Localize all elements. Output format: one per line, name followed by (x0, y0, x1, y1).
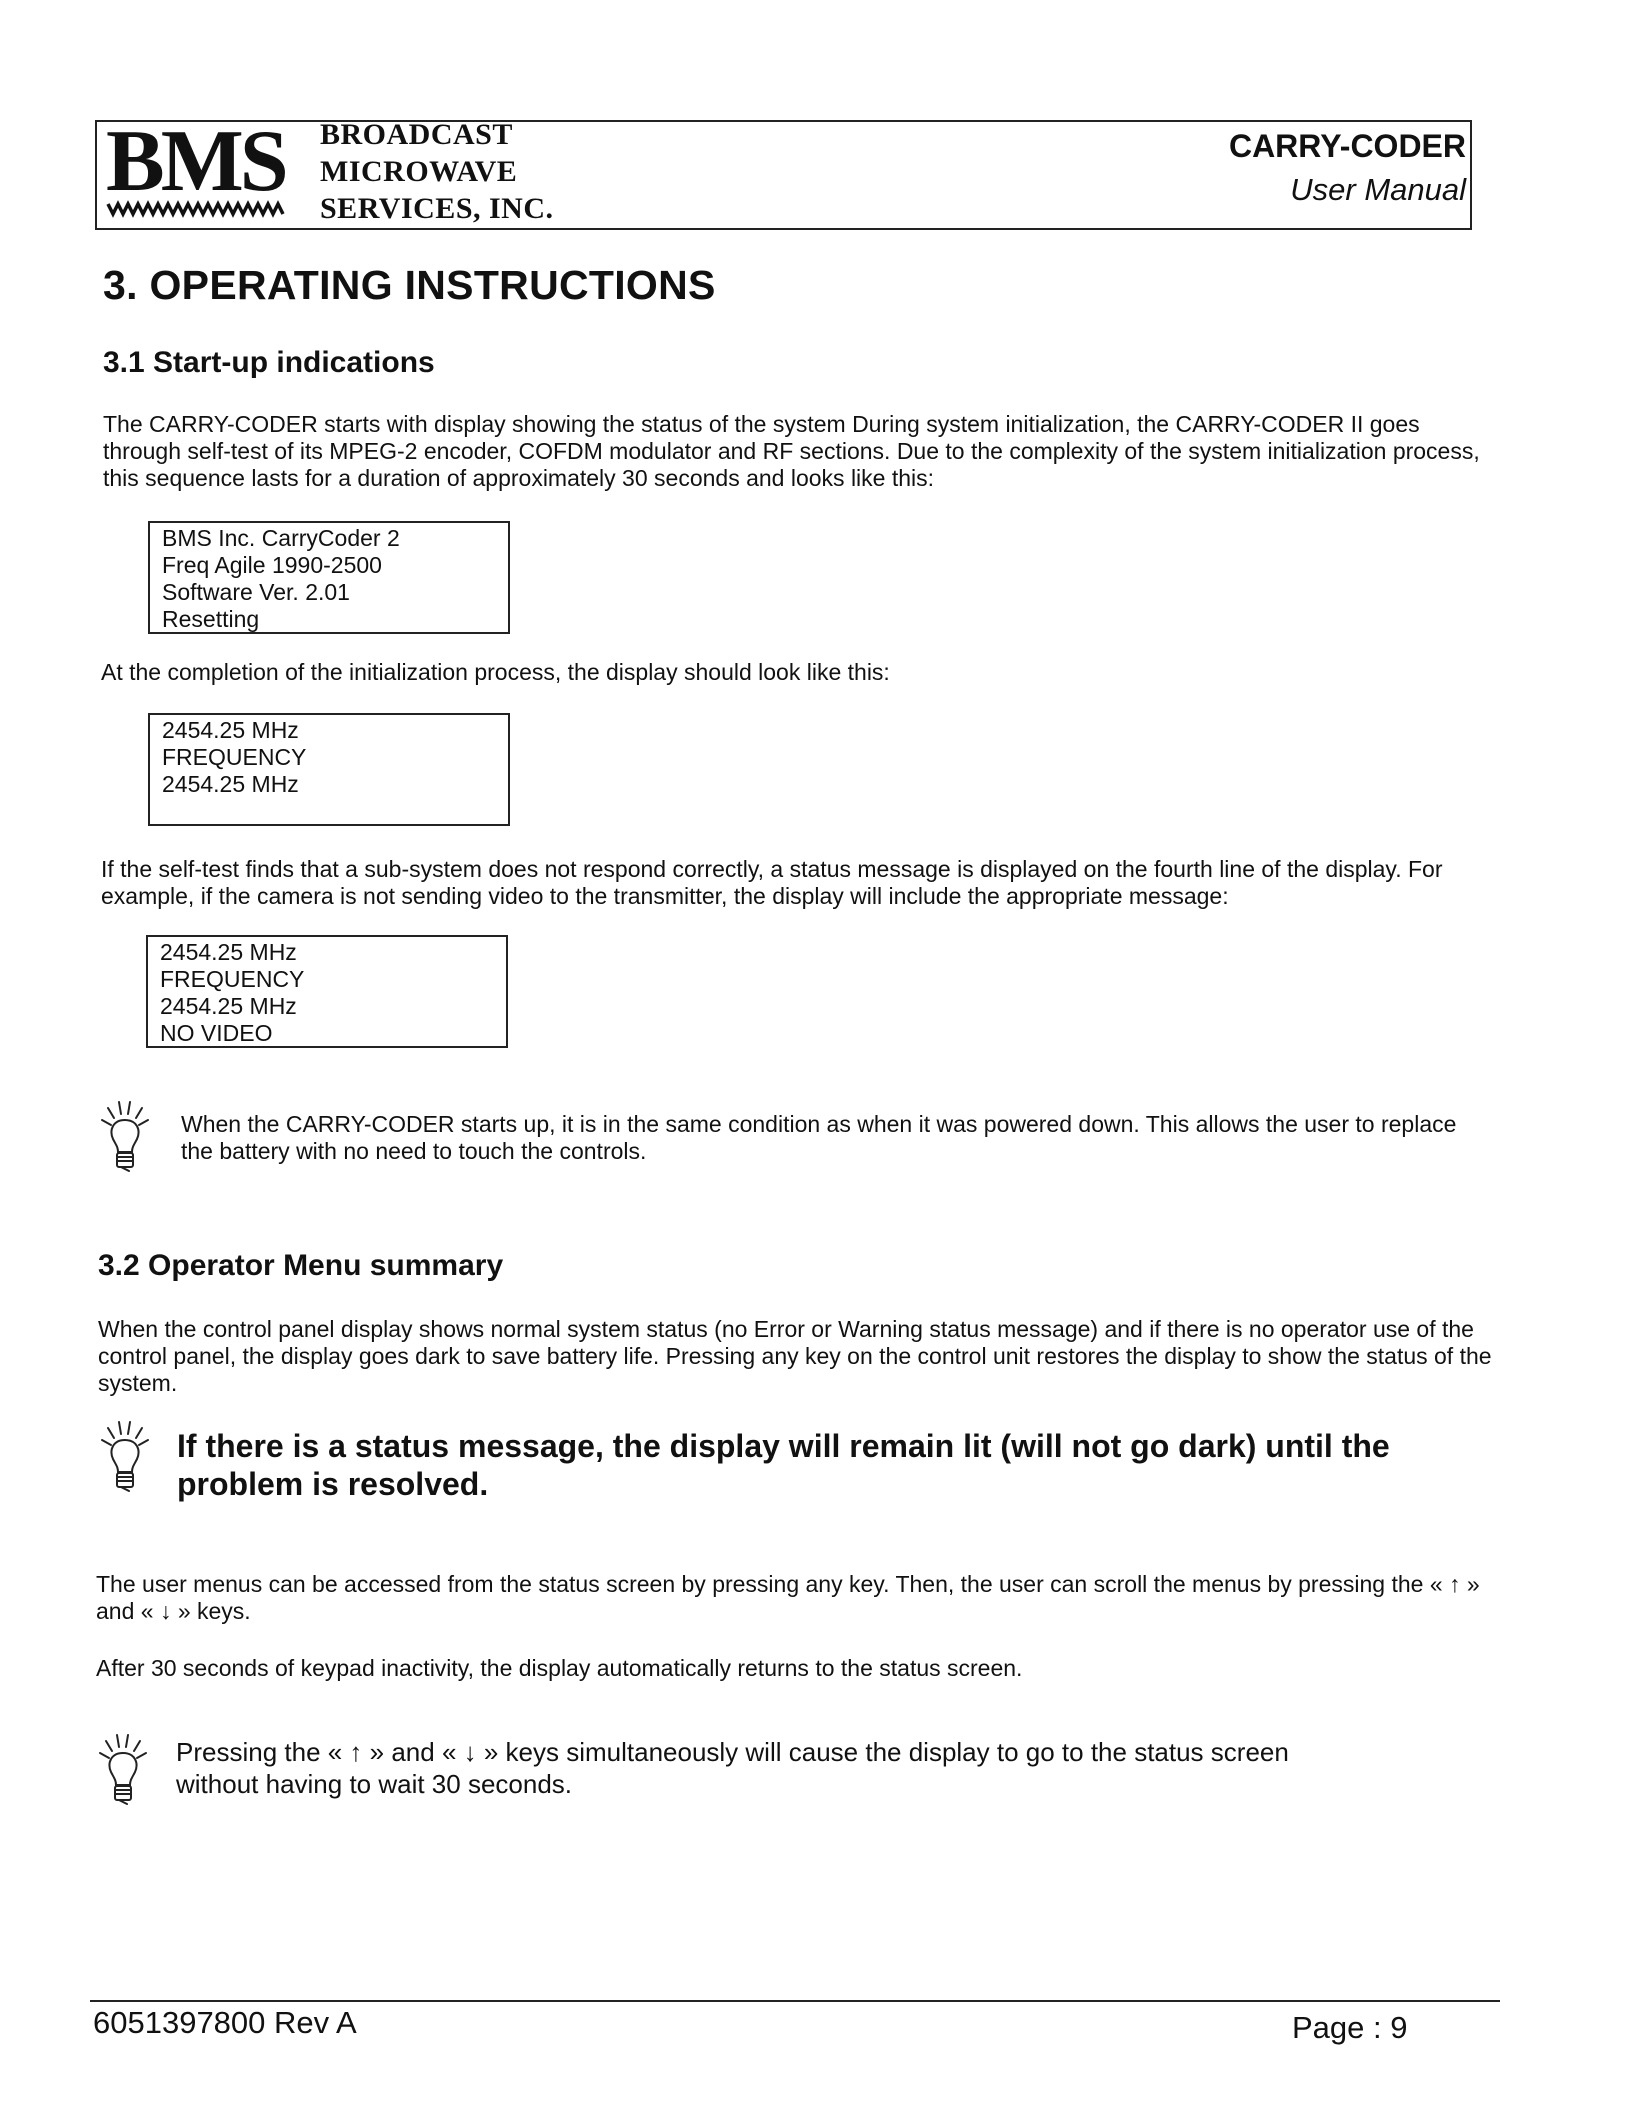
page-number: Page : 9 (1292, 2010, 1408, 2045)
company-line-3: SERVICES, INC. (320, 192, 554, 225)
lcd-line: Freq Agile 1990-2500 (162, 552, 382, 578)
lightbulb-tip-icon (100, 1100, 150, 1175)
lcd-display-normal (148, 713, 510, 826)
lcd-display-error (146, 935, 508, 1048)
s31-intro: The CARRY-CODER starts with display showing the status of the system During system initialization, the CARRY-CODER II goes through self-test of its MPEG-2 encoder, COFDM modulator and RF sections. Due to the complexity of the system initialization process, this sequence lasts for a duration of approximately 30 seconds and looks like this: (103, 411, 1480, 491)
lcd-line: Software Ver. 2.01 (162, 579, 350, 605)
s32-tip-simultaneous: Pressing the « ↑ » and « ↓ » keys simultaneously will cause the display to go to the status screen without having to wait 30 seconds. (176, 1737, 1289, 1799)
s31-tip-text: When the CARRY-CODER starts up, it is in the same condition as when it was powered down. This allows the user to replace the battery with no need to touch the controls. (181, 1111, 1457, 1164)
s32-intro: When the control panel display shows normal system status (no Error or Warning status message) and if there is no operator use of the control panel, the display goes dark to save battery life. Pressing any key on the control unit restores the display to show the status of the system. (98, 1316, 1492, 1396)
lcd-line: 2454.25 MHz (162, 717, 299, 743)
s32-status-warning: If there is a status message, the display will remain lit (will not go dark) until the problem is resolved. (177, 1428, 1390, 1502)
s32-menus: The user menus can be accessed from the status screen by pressing any key. Then, the user can scroll the menus by pressing the « ↑ » and « ↓ » keys. (96, 1571, 1480, 1624)
lcd-line: 2454.25 MHz (160, 993, 297, 1019)
s31-completion: At the completion of the initialization process, the display should look like this: (101, 659, 890, 685)
lcd-line: Resetting (162, 606, 260, 632)
subsection-3-2-heading: 3.2 Operator Menu summary (98, 1249, 504, 1282)
lcd-line: NO VIDEO (160, 1020, 273, 1046)
lcd-display-startup (148, 521, 510, 634)
lcd-line: BMS Inc. CarryCoder 2 (162, 525, 400, 551)
doc-type: User Manual (1290, 172, 1466, 207)
s32-inactivity: After 30 seconds of keypad inactivity, the display automatically returns to the status screen. (96, 1655, 1023, 1681)
company-name (320, 116, 554, 227)
bms-logo (104, 118, 304, 218)
lcd-line: 2454.25 MHz (160, 939, 297, 965)
lcd-line: FREQUENCY (160, 966, 305, 992)
svg-text:BMS: BMS (106, 118, 285, 210)
subsection-3-1-heading: 3.1 Start-up indications (103, 346, 435, 379)
lightbulb-tip-icon (98, 1733, 148, 1808)
company-line-2: MICROWAVE (320, 155, 518, 188)
s31-selftest: If the self-test finds that a sub-system does not respond correctly, a status message is displayed on the fourth line of the display. For example, if the camera is not sending video to the transmitter, the display will include the appropriate message: (101, 856, 1443, 909)
lightbulb-warning-icon (100, 1420, 150, 1495)
product-title: CARRY-CODER (1228, 128, 1466, 164)
footer-rule (90, 2000, 1500, 2002)
doc-number: 6051397800 Rev A (93, 2005, 357, 2040)
lcd-line: 2454.25 MHz (162, 771, 299, 797)
company-line-1: BROADCAST (320, 118, 513, 151)
lcd-line: FREQUENCY (162, 744, 307, 770)
section-title: 3. OPERATING INSTRUCTIONS (103, 262, 716, 308)
